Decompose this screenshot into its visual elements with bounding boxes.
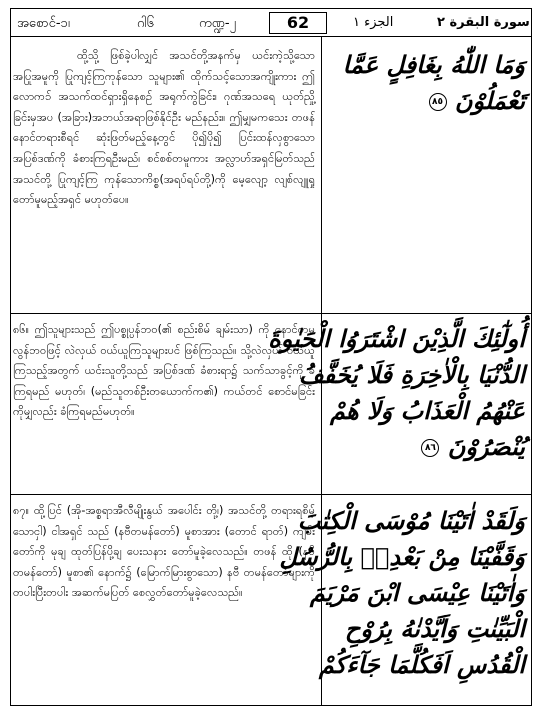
volume-label: အစောင်-၁၊ bbox=[17, 16, 70, 31]
arabic-line-text: يُنْصَرُوْنَ bbox=[447, 433, 525, 461]
arabic-line: وَقَفَّيْنَا مِنْ بَعْدِهٖ بِالرُّسُلِ bbox=[279, 543, 525, 571]
arabic-line: الْقُدُسِ اَفَكُلَّمَا جَآءَكُمْ bbox=[318, 651, 525, 679]
page-number: 62 bbox=[269, 12, 327, 34]
juz-label-arabic: الجزء ١ bbox=[353, 15, 394, 30]
ayah-number-badge: ٨٦ bbox=[421, 439, 439, 457]
arabic-verse-85 bbox=[327, 47, 525, 119]
arabic-line bbox=[327, 83, 525, 119]
ayah-number-badge: ٨٥ bbox=[429, 93, 447, 111]
arabic-line: وَمَا اللّٰهُ بِغَافِلٍ عَمَّا bbox=[342, 51, 525, 79]
arabic-line bbox=[327, 429, 525, 465]
juz-label-myanmar: ကဏ္ဍ-၂ bbox=[199, 16, 236, 31]
arabic-line: عَنْهُمُ الْعَذَابُ وَلَا هُمْ bbox=[330, 397, 525, 425]
arabic-line-text: تَعْمَلُوْنَ bbox=[454, 87, 525, 115]
quran-page bbox=[10, 8, 532, 706]
arabic-verse-86 bbox=[268, 321, 525, 465]
translation-block-85: ထို့သို့ ဖြစ်ခဲ့ပါလျှင် အသင်တို့အနက်မှ ယင်းကဲ့သို့သော အပြုအမူကို ပြုကျင့်ကြကုန်သော သူများ၏ ထိုက်သင့်သောအကျိုးကား ဤလောကၥ် အသက်ထင်ရှားရှိနေစဉ် အရုက်ကွဲခြင်း၊ ဂုဏ်အသရေ ယုတ်ညှို့ခြင်းမှအပ (အခြား)အဘယ်အရာဖြစ်နိုင်ဦး မည်နည်း။ ဤမျှမကသေး တဖန်နောင်တရားစီရင် ဆုံးဖြတ်မည့်နေ့တွင် ပို၍ပို၍ ပြင်းထန်လှစွာသော အပြစ်ဒဏ်ကို ခံစားကြရဦးမည်၊ စင်စစ်တမူကား အလ္လာဟ်အရှင်မြတ်သည် အသင်တို့ ပြုကျင့်ကြ ကုန်သောကိစ္စ(အရပ်ရပ်တို့)ကို မေ့လျော့ လျစ်လျူရှု တော်မူမည့်အရှင် မဟုတ်ပေ။ bbox=[13, 49, 315, 207]
block-separator bbox=[11, 494, 531, 495]
arabic-verse-87 bbox=[279, 503, 525, 683]
surah-title: سورة البقرة ٢ bbox=[437, 15, 530, 30]
block-separator bbox=[11, 313, 531, 314]
arabic-line: وَلَقَدْ اٰتَيْنَا مُوْسَى الْكِتٰبَ bbox=[297, 507, 525, 535]
page-number-myanmar: ဂါ၆ bbox=[137, 16, 154, 31]
arabic-line: أُولٰٓئِكَ الَّذِيْنَ اشْتَرَوُا الْحَيٰوةَ bbox=[268, 325, 525, 353]
arabic-line: وَاٰتَيْنَا عِيْسَى ابْنَ مَرْيَمَ bbox=[309, 579, 525, 607]
translation-block-86: ၈၆။ ဤသူများသည် ဤပစ္စုပ္ပန်ဘဝ(၏ စည်းစိမ် ချမ်းသာ) ကို နောင်တမလွန်ဘဝဖြင့် လဲလှယ် ဝယ်ယူကြသူများပင် ဖြစ်ကြသည်။ သို့လဲလှယ် ဝယ်ယူကြသည့်အတွက် ယင်းသူတို့သည် အပြစ်ဒဏ် ခံစားရာ၌ သက်သာခွင့်ကို ခံကြရမည် မဟုတ်၊ (မည်သူတစ်ဦးတယောက်က၏) ကယ်တင် စောင်မခြင်း ကိုမျှလည်း ခံကြရမည်မဟုတ်။ bbox=[13, 323, 315, 419]
arabic-line: الدُّنْيَا بِالْاٰخِرَةِ فَلَا يُخَفَّفُ bbox=[298, 361, 525, 389]
page-header bbox=[11, 9, 531, 37]
arabic-line: الْبَيِّنٰتِ وَاَيَّدْنٰهُ بِرُوْحِ bbox=[344, 615, 525, 643]
translation-block-87: ၈၇။ ထို့ပြင် (အို-အစ္စရာအီလီမျိုးနွယ် အပေါင်း တို့၊) အသင်တို့ တရားရစိမ့်သောငှါ) ငါအရှင် သည် (နဗီတမန်တော်) မူစာအား (တောင် ရာတ်) ကျမ်းတော်ကို မုချ ထုတ်ပြန်ပို့ချ ပေးသနား တော်မူခဲ့လေသည်။ တဖန် ထို (နဗီတမန်တော်) မူစာ၏ နောက်၌ (မြောက်မြားစွာသော) နဗီ တမန်တော်များကို တပါးပြီးတပါး အဆက်မပြတ် စေလွှတ်တော်မူခဲ့လေသည်။ bbox=[13, 504, 315, 600]
